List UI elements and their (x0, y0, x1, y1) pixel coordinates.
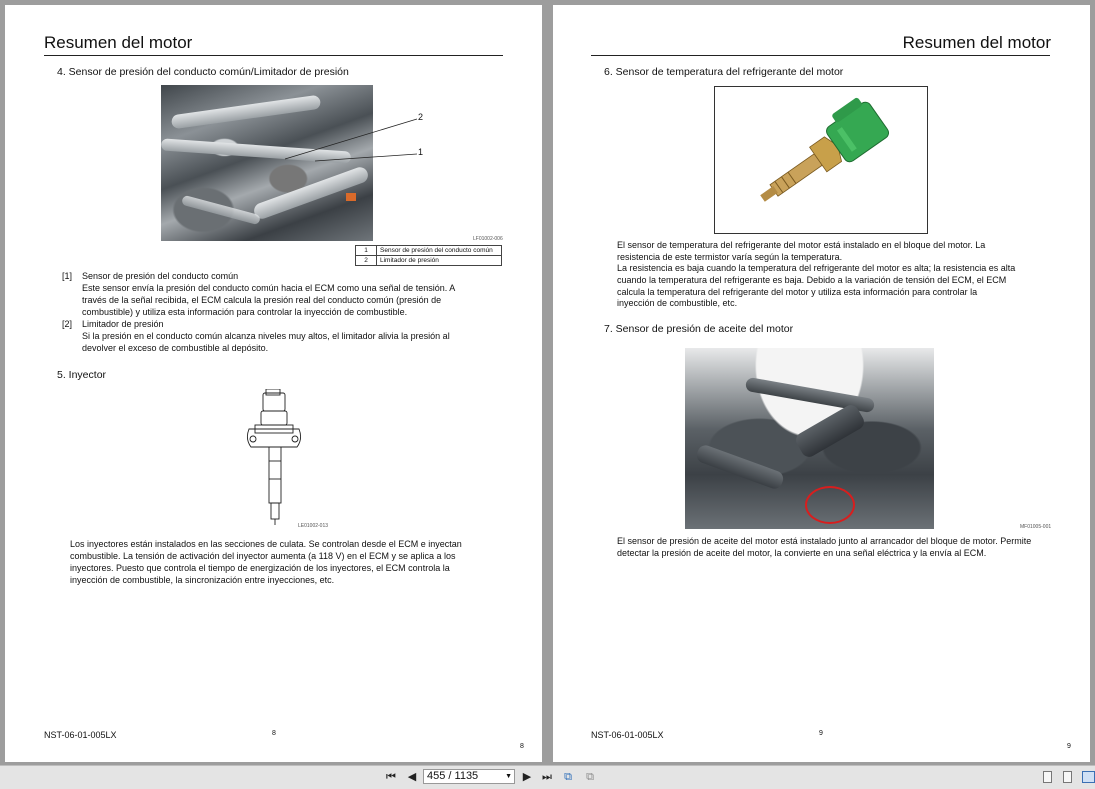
section-7-title: 7. Sensor de presión de aceite del motor (604, 323, 794, 335)
page-header: Resumen del motor (44, 33, 193, 52)
page-number: 8 (520, 743, 524, 750)
item-1-line-2: través de la señal recibida, el ECM calcula la presión real del conducto común (presión de (82, 295, 442, 305)
document-page-right (553, 5, 1090, 762)
callout-2: 2 (418, 112, 424, 122)
item-2-line-1: Si la presión en el conducto común alcanza niveles muy altos, el limitador alivia la presión al (82, 331, 450, 341)
chevron-down-icon[interactable]: ▼ (505, 773, 512, 780)
header-rule (591, 55, 1050, 56)
coolant-line-4: cuando la temperatura del refrigerante es baja. Debido a la variación de tensión del ECM, el ECM (617, 275, 1007, 285)
prev-page-icon[interactable]: ◀ (407, 771, 417, 783)
injector-line-3: inyectores. Puesto que controla el tiempo de energización de los inyectores, el ECM controla la (70, 563, 450, 573)
continuous-view-icon[interactable] (1063, 771, 1072, 783)
footer-page: 8 (272, 730, 276, 737)
section-4-title: 4. Sensor de presión del conducto común/Limitador de presión (57, 66, 349, 78)
footer-code: NST-06-01-005LX (44, 730, 117, 740)
injector-line-4: inyección de combustible, la sincronización entre inyecciones, etc. (70, 575, 335, 585)
injector-drawing (241, 389, 307, 527)
highlight-circle (805, 486, 855, 524)
figure-code: LF01002-006 (473, 236, 503, 242)
viewer-toolbar (0, 765, 1095, 789)
item-1-title: Sensor de presión del conducto común (82, 271, 239, 281)
item-1-line-3: combustible) y utiliza esta información para controlar la inyección de combustible. (82, 307, 408, 317)
coolant-line-2: resistencia de este termistor varía según la temperatura. (617, 252, 843, 262)
next-page-icon[interactable]: ▶ (522, 771, 532, 783)
legend-row: 2 Limitador de presión (356, 256, 502, 266)
figure-code: MF01005-001 (1020, 524, 1052, 530)
item-2-title: Limitador de presión (82, 319, 164, 329)
header-rule (44, 55, 503, 56)
coolant-sensor-photo (714, 86, 928, 234)
go-forward-icon[interactable]: ⧉ (586, 771, 594, 783)
page-header: Resumen del motor (902, 33, 1051, 52)
last-page-icon[interactable]: ⏭ (542, 771, 552, 783)
injector-line-2: combustible. La tensión de activación del inyector aumenta (a 118 V) en el ECM y se aplica a los (70, 551, 456, 561)
coolant-line-6: inyección de combustible, etc. (617, 298, 738, 308)
footer-code: NST-06-01-005LX (591, 730, 664, 740)
legend-table (355, 245, 502, 266)
item-2-line-2: devolver el exceso de combustible al depósito. (82, 343, 269, 353)
item-2-number: [2] (62, 319, 73, 329)
coolant-line-1: El sensor de temperatura del refrigerante del motor está instalado en el bloque del motor. La (617, 240, 986, 250)
item-1-line-1: Este sensor envía la presión del conducto común hacia el ECM como una señal de tensión. A (82, 283, 456, 293)
section-5-title: 5. Inyector (57, 369, 107, 381)
section-6-title: 6. Sensor de temperatura del refrigerante del motor (604, 66, 844, 78)
footer-page: 9 (819, 730, 823, 737)
single-page-view-icon[interactable] (1043, 771, 1052, 783)
page-number: 9 (1067, 743, 1071, 750)
first-page-icon[interactable]: ⏮ (386, 771, 396, 783)
facing-view-icon[interactable] (1082, 771, 1095, 783)
callout-lines (275, 109, 435, 169)
legend-row: 1 Sensor de presión del conducto común (356, 246, 502, 256)
figure-code: LE01002-013 (298, 523, 329, 529)
coolant-line-3: La resistencia es baja cuando la temperatura del refrigerante del motor es alta; la resistencia es alta (617, 263, 1016, 273)
oil-line-2: detectar la presión de aceite del motor, la convierte en una señal eléctrica y la envía al ECM. (617, 548, 987, 558)
oil-line-1: El sensor de presión de aceite del motor está instalado junto al arrancador del bloque de motor. Permite (617, 536, 1032, 546)
injector-line-1: Los inyectores están instalados en las secciones de culata. Se controlan desde el ECM e inyectan (70, 539, 462, 549)
go-back-icon[interactable]: ⧉ (564, 771, 572, 783)
item-1-number: [1] (62, 271, 73, 281)
callout-1: 1 (418, 147, 424, 157)
page-indicator: 455 / 1135 (427, 770, 479, 782)
document-page-left (5, 5, 542, 762)
coolant-line-5: calcula la temperatura del refrigerante del motor y utiliza esta información para controlar la (617, 287, 978, 297)
page-number-input[interactable] (423, 769, 515, 784)
oil-pressure-sensor-photo (685, 348, 934, 529)
